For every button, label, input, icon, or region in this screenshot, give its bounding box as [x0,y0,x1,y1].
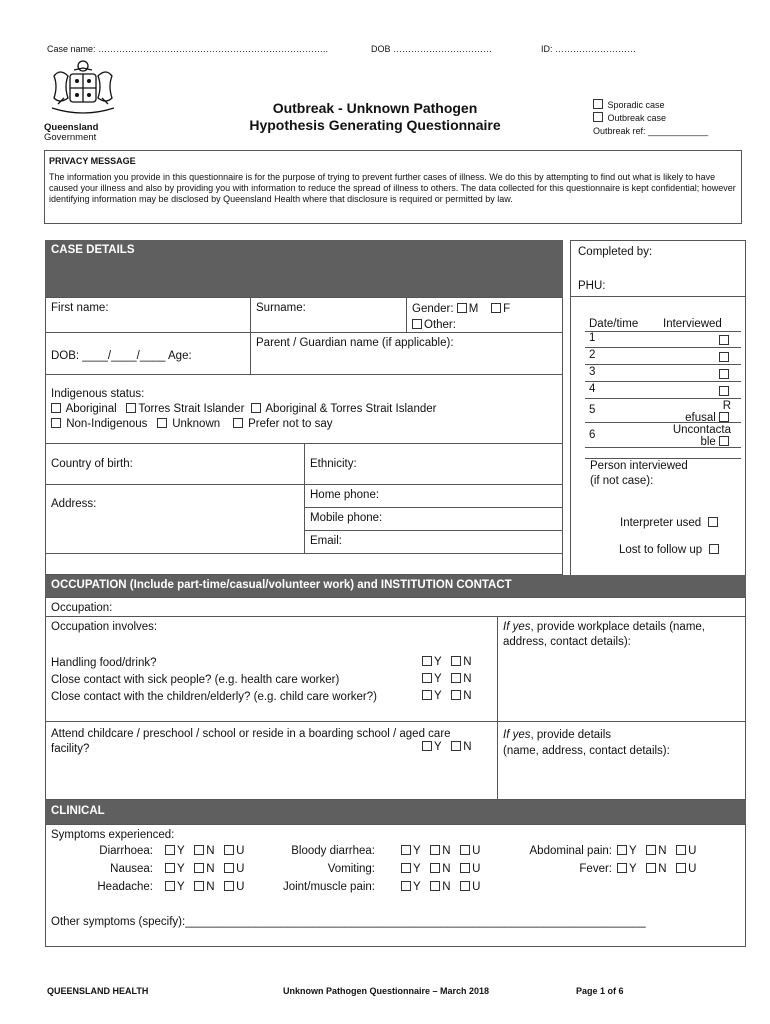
checkbox-icon[interactable] [165,863,175,873]
mobile-phone-field[interactable] [304,507,563,531]
yes-label: Y [434,690,442,702]
phu-label: PHU: [578,280,606,292]
checkbox-icon[interactable] [194,863,204,873]
option-label: N [442,863,451,875]
title-line-2: Hypothesis Generating Questionnaire [249,117,501,133]
checkbox-icon[interactable] [165,845,175,855]
aboriginal-label: Aboriginal [65,403,117,415]
yes-label: Y [434,673,442,685]
interview-row-number: 4 [589,383,596,395]
checkbox-icon[interactable] [451,741,461,751]
symptom-yn-u-options[interactable] [617,863,696,875]
page-title [205,100,545,134]
option-label: U [472,881,481,893]
unknown-label: Unknown [172,418,221,430]
yes-label: Y [434,656,442,668]
if-yes-label: If yes [503,729,531,741]
dob-field[interactable]: DOB …………………………… [371,44,493,54]
option-label: Y [177,845,185,857]
logo-text-queensland: Queensland [44,122,99,133]
interview-row-status [673,424,731,448]
refusal-line-2: efusal [685,412,716,424]
ethnicity-field[interactable] [304,443,563,485]
queensland-government-logo [44,56,122,143]
clinical-heading: CLINICAL [45,800,746,824]
checkbox-icon[interactable] [422,741,432,751]
sporadic-case-label: Sporadic case [607,100,665,110]
no-label: N [463,656,472,668]
interview-row[interactable] [585,382,741,399]
option-label: Y [413,881,421,893]
option-label: U [236,881,245,893]
checkbox-icon[interactable] [422,656,432,666]
option-label: Y [413,863,421,875]
interview-row[interactable] [585,399,741,423]
option-label: N [206,845,215,857]
title-line-1: Outbreak - Unknown Pathogen [272,100,478,116]
checkbox-icon[interactable] [165,881,175,891]
checkbox-icon[interactable] [430,881,440,891]
indigenous-status-label: Indigenous status: [51,388,145,400]
interpreter-label: Interpreter used [620,517,702,529]
interview-row-status [719,369,731,381]
privacy-text: The information you provide in this questionnaire is for the purpose of trying to prevent further cases of illness. We do this by attempting to find out what is likely to have caused your illness and also by providing you with information to reduce the spread of illness to others. The data collected for this questionnaire is kept confidential; however identifying information may be disclosed by Queensland Health where that disclosure is required or permitted by law. [49,172,736,204]
childcare-yn [422,740,472,755]
details-subtext: (name, address, contact details): [503,745,670,757]
ethnicity-label: Ethnicity: [310,458,357,470]
checkbox-icon[interactable] [157,418,167,428]
footer-doc-title: Unknown Pathogen Questionnaire – March 2018 [283,986,490,996]
person-interviewed-label[interactable] [590,459,688,489]
address-label: Address: [51,498,97,510]
symptom-label: Nausea: [110,863,153,875]
home-phone-field[interactable] [304,484,563,508]
checkbox-icon[interactable] [422,673,432,683]
prefer-not-label: Prefer not to say [248,418,333,430]
sick-label: Close contact with sick people? (e.g. health care worker) [51,674,340,686]
outbreak-case-option[interactable] [593,112,708,125]
checkbox-icon[interactable] [646,845,656,855]
privacy-message-box [44,150,742,224]
gender-field[interactable] [406,297,563,333]
parent-guardian-label: Parent / Guardian name (if applicable): [256,337,454,349]
mobile-phone-label: Mobile phone: [310,512,383,524]
no-label: N [463,690,472,702]
checkbox-icon[interactable] [126,403,136,413]
occupation-heading: OCCUPATION (Include part-time/casual/volunteer work) and INSTITUTION CONTACT [45,575,746,597]
option-prefer-not[interactable] [233,418,333,430]
interview-row-status [719,352,731,364]
childcare-question-block [45,721,498,800]
case-details-heading: CASE DETAILS [45,240,563,297]
symptom-label: Diarrhoea: [99,845,153,857]
dob-age-field[interactable] [45,332,251,375]
option-label: N [658,863,667,875]
interpreter-used-option[interactable] [620,516,720,531]
ab-torres-label: Aboriginal & Torres Strait Islander [265,403,437,415]
interview-row-number: 2 [589,349,596,361]
option-label: U [236,845,245,857]
symptom-yn-u-options[interactable] [401,881,480,893]
sporadic-case-option[interactable] [593,99,708,112]
checkbox-icon[interactable] [194,881,204,891]
option-label: Y [629,863,637,875]
symptom-yn-u-options[interactable] [401,863,480,875]
checkbox-icon[interactable] [412,319,422,329]
symptom-label: Vomiting: [327,863,375,875]
option-label: U [236,863,245,875]
food-label: Handling food/drink? [51,657,157,669]
case-name-field[interactable]: Case name: ………………………………………………………………….. [47,44,329,54]
parent-guardian-field[interactable] [250,332,563,375]
interview-row-number: 6 [589,429,596,441]
option-ab-torres[interactable] [251,403,437,415]
option-label: U [472,863,481,875]
symptom-yn-u-options[interactable] [617,845,696,857]
gender-m-label: M [468,303,479,315]
outbreak-ref-field[interactable]: Outbreak ref: ____________ [593,126,709,136]
workplace-details-label: , provide workplace details (name, address, contact details): [503,621,705,648]
checkbox-icon[interactable] [719,386,729,396]
refusal-line-1: R [722,400,731,412]
symptom-yn-u-options[interactable] [401,845,480,857]
uncontactable-line-2: ble [700,436,716,448]
option-label: U [688,845,697,857]
gender-label: Gender: [412,303,454,315]
checkbox-icon[interactable] [430,863,440,873]
interview-row-number: 1 [589,332,596,344]
checkbox-icon[interactable] [460,881,470,891]
checkbox-icon[interactable] [491,303,501,313]
checkbox-icon[interactable] [451,673,461,683]
footer-org: QUEENSLAND HEALTH [47,986,149,996]
occupation-involves-label: Occupation involves: [51,621,158,633]
symptom-yn-u-options[interactable] [165,863,244,875]
option-unknown[interactable] [157,418,220,430]
checkbox-icon[interactable] [422,690,432,700]
other-symptoms-field[interactable]: Other symptoms (specify):________________________________________________________________________ [51,916,646,928]
checkbox-icon[interactable] [451,690,461,700]
option-torres[interactable] [126,403,244,415]
checkbox-icon[interactable] [401,863,411,873]
checkbox-icon[interactable] [719,412,729,422]
interview-row-status [685,400,731,424]
checkbox-icon[interactable] [451,656,461,666]
interview-row[interactable] [585,348,741,365]
privacy-heading: PRIVACY MESSAGE [49,156,136,166]
interview-row-number: 5 [589,404,596,416]
logo-text-government: Government [44,132,97,143]
workplace-details-field[interactable] [497,616,746,722]
interview-row-number: 3 [589,366,596,378]
checkbox-icon[interactable] [617,845,627,855]
checkbox-icon[interactable] [719,436,729,446]
checkbox-icon[interactable] [617,863,627,873]
person-interviewed-line-2: (if not case): [590,475,654,487]
checkbox-icon[interactable] [51,403,61,413]
occupation-yn-column [422,654,472,705]
option-label: N [442,845,451,857]
interview-row-status [719,335,731,347]
symptom-label: Fever: [579,863,612,875]
option-label: N [658,845,667,857]
symptom-label: Abdominal pain: [529,845,612,857]
outbreak-case-label: Outbreak case [607,113,667,123]
option-label: Y [177,881,185,893]
interviewed-header: Interviewed [663,318,722,330]
checkbox-icon[interactable] [593,112,603,122]
childcare-details-field[interactable] [497,721,746,800]
option-label: N [442,881,451,893]
address-field[interactable] [45,484,305,554]
interview-row[interactable] [585,365,741,382]
checkbox-icon[interactable] [233,418,243,428]
checkbox-icon[interactable] [593,99,603,109]
symptoms-grid [45,845,746,905]
checkbox-icon[interactable] [224,863,234,873]
option-label: N [206,863,215,875]
symptoms-label: Symptoms experienced: [51,829,175,841]
symptom-label: Bloody diarrhea: [291,845,375,857]
checkbox-icon[interactable] [224,845,234,855]
checkbox-icon[interactable] [676,845,686,855]
checkbox-icon[interactable] [708,517,718,527]
checkbox-icon[interactable] [460,863,470,873]
option-non-indigenous[interactable] [51,418,147,430]
surname-field[interactable] [250,297,407,333]
surname-label: Surname: [256,302,306,314]
symptom-yn-u-options[interactable] [165,845,244,857]
coat-of-arms-icon [44,56,122,120]
gender-f-label: F [503,303,511,315]
case-details-spacer [45,553,563,575]
symptom-yn-u-options[interactable] [165,881,244,893]
interview-row-status [719,386,731,398]
country-of-birth-field[interactable] [45,443,305,485]
if-yes-label: If yes [503,621,531,633]
non-indigenous-label: Non-Indigenous [66,418,148,430]
no-label: N [463,673,472,685]
indigenous-status-field [45,374,563,444]
uncontactable-line-1: Uncontacta [672,424,731,436]
details-label: , provide details [530,729,612,741]
interview-row[interactable] [585,331,741,348]
symptom-label: Joint/muscle pain: [282,881,375,893]
checkbox-icon[interactable] [646,863,656,873]
gender-other-label: Other: [424,319,456,331]
checkbox-icon[interactable] [224,881,234,891]
lost-label: Lost to follow up [619,544,703,556]
checkbox-icon[interactable] [401,881,411,891]
option-label: N [206,881,215,893]
completed-by-label: Completed by: [578,246,653,258]
first-name-label: First name: [51,302,109,314]
checkbox-icon[interactable] [457,303,467,313]
checkbox-icon[interactable] [194,845,204,855]
checkbox-icon[interactable] [676,863,686,873]
option-label: U [472,845,481,857]
checkbox-icon[interactable] [430,845,440,855]
option-label: Y [177,863,185,875]
person-interviewed-line-1: Person interviewed [590,460,688,472]
childcare-label: Attend childcare / preschool / school or reside in a boarding school / aged care facility? [51,728,451,755]
option-label: Y [413,845,421,857]
option-label: Y [629,845,637,857]
home-phone-label: Home phone: [310,489,380,501]
footer-page-number: Page 1 of 6 [576,986,624,996]
checkbox-icon[interactable] [719,369,729,379]
id-field[interactable]: ID: ……………………… [541,44,637,54]
option-aboriginal[interactable] [51,403,117,415]
occupation-field[interactable] [45,597,746,617]
lost-to-follow-up-option[interactable] [619,543,721,558]
checkbox-icon[interactable] [401,845,411,855]
no-label: N [463,741,472,753]
occupation-label: Occupation: [51,602,113,614]
checkbox-icon[interactable] [251,403,261,413]
option-label: U [688,863,697,875]
children-label: Close contact with the children/elderly? (e.g. child care worker?) [51,691,377,703]
interview-row[interactable] [585,423,741,448]
email-label: Email: [310,535,342,547]
date-time-header: Date/time [589,318,639,330]
country-label: Country of birth: [51,458,133,470]
checkbox-icon[interactable] [460,845,470,855]
checkbox-icon[interactable] [709,544,719,554]
checkbox-icon[interactable] [719,352,729,362]
yes-label: Y [434,741,442,753]
symptom-label: Headache: [97,881,153,893]
dob-age-label: DOB: ____/____/____ Age: [51,350,192,362]
email-field[interactable] [304,530,563,554]
checkbox-icon[interactable] [51,418,61,428]
checkbox-icon[interactable] [719,335,729,345]
torres-label: Torres Strait Islander [138,403,245,415]
